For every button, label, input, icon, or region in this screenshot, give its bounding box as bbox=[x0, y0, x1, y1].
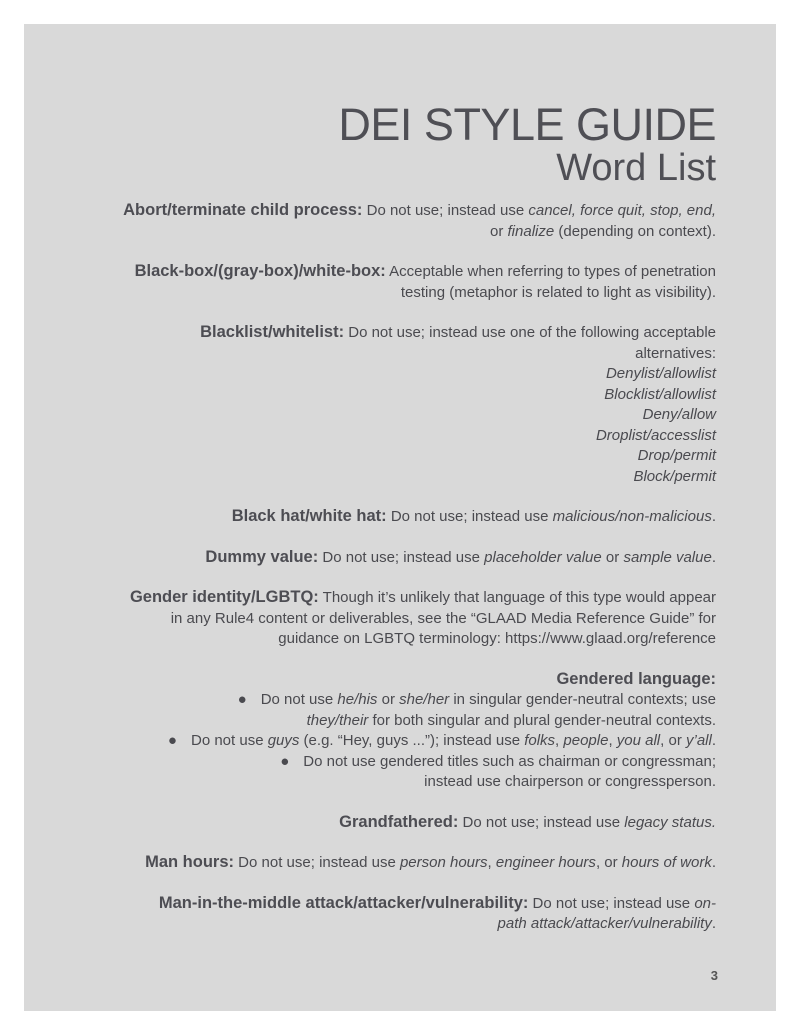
entry-text: or bbox=[490, 222, 508, 240]
entry-italic: they/their bbox=[306, 711, 369, 729]
bullet-icon: ● bbox=[167, 732, 177, 749]
entry-term: Dummy value: bbox=[205, 547, 319, 566]
bullet-continuation bbox=[76, 711, 716, 732]
entry-text: Do not use bbox=[260, 691, 338, 708]
page-subtitle: Word List bbox=[556, 147, 716, 189]
entry-text: Do not use; instead use bbox=[458, 813, 625, 831]
entry-text: or bbox=[377, 691, 400, 708]
entry-italic: person hours bbox=[399, 854, 488, 871]
bullet-icon: ● bbox=[280, 752, 290, 770]
entry-text: in any Rule4 content or deliverables, see the “GLAAD Media Reference Guide” for bbox=[170, 609, 716, 627]
entry-dummy-value bbox=[76, 547, 716, 569]
entry-text: Do not use; instead use one of the following acceptable bbox=[344, 324, 716, 341]
entry-black-box bbox=[76, 261, 716, 303]
entry-text: Do not use; instead use bbox=[362, 202, 529, 219]
entry-text: Do not use; instead use bbox=[528, 894, 695, 912]
entry-term: Man-in-the-middle attack/attacker/vulnerability: bbox=[158, 893, 529, 912]
bullet-item bbox=[76, 752, 716, 773]
entry-text: in singular gender-neutral contexts; use bbox=[449, 691, 716, 708]
entry-text: , or bbox=[660, 732, 686, 749]
entry-gender-identity bbox=[76, 587, 716, 650]
entry-text: guidance on LGBTQ terminology: https://www.glaad.org/reference bbox=[278, 630, 716, 647]
entry-term: Abort/terminate child process: bbox=[123, 201, 363, 219]
entry-italic: cancel, force quit, stop, end, bbox=[528, 202, 716, 219]
entry-italic: guys bbox=[267, 732, 300, 749]
entry-italic: he/his bbox=[337, 691, 378, 708]
entry-italic: malicious/non-malicious bbox=[552, 508, 712, 525]
entry-text: (depending on context). bbox=[554, 222, 716, 240]
entry-text: (e.g. “Hey, guys ...”); instead use bbox=[299, 732, 525, 749]
entry-text: Acceptable when referring to types of penetration bbox=[385, 263, 716, 280]
word-list bbox=[76, 200, 716, 954]
entry-abort bbox=[76, 200, 716, 242]
entry-italic: on- bbox=[694, 894, 716, 912]
bullet-icon: ● bbox=[237, 691, 247, 708]
entry-text: . bbox=[711, 548, 716, 566]
entry-italic: hours of work bbox=[621, 854, 712, 871]
title-block bbox=[338, 99, 716, 189]
entry-term: Grandfathered: bbox=[339, 812, 459, 831]
entry-text: Though it’s unlikely that language of this type would appear bbox=[318, 589, 716, 606]
alternative-item: Block/permit bbox=[633, 467, 716, 485]
entry-blacklist bbox=[76, 322, 716, 487]
entry-italic: she/her bbox=[399, 691, 450, 708]
entry-text: , or bbox=[595, 854, 622, 871]
entry-text: . bbox=[711, 854, 716, 871]
entry-italic: people bbox=[563, 732, 609, 749]
entry-term: Gender identity/LGBTQ: bbox=[129, 588, 319, 606]
entry-term: Black-box/(gray-box)/white-box: bbox=[134, 262, 386, 280]
entry-text: Do not use bbox=[190, 732, 268, 749]
entry-term: Black hat/white hat: bbox=[231, 507, 387, 525]
entry-italic: placeholder value bbox=[484, 548, 602, 566]
entry-text: or bbox=[601, 548, 624, 566]
alternative-item: Drop/permit bbox=[637, 447, 716, 464]
entry-italic: y’all bbox=[685, 732, 712, 749]
entry-text: Do not use; instead use bbox=[386, 508, 553, 525]
alternative-item: Deny/allow bbox=[642, 406, 716, 423]
entry-italic: engineer hours bbox=[495, 854, 596, 871]
entry-italic: sample value bbox=[623, 548, 712, 566]
entry-text: . bbox=[711, 915, 716, 932]
entry-italic: folks bbox=[524, 732, 556, 749]
entry-italic: path attack/attacker/vulnerability bbox=[497, 915, 712, 932]
page-title: DEI STYLE GUIDE bbox=[338, 99, 716, 150]
entry-italic: you all bbox=[616, 732, 661, 749]
entry-text: testing (metaphor is related to light as visibility). bbox=[400, 283, 716, 301]
alternative-item: Droplist/accesslist bbox=[595, 426, 716, 444]
entry-text: , bbox=[555, 732, 564, 749]
entry-text: Do not use; instead use bbox=[234, 854, 400, 871]
entry-grandfathered bbox=[76, 812, 716, 834]
entry-italic: legacy status. bbox=[624, 813, 716, 831]
entry-text: , bbox=[608, 732, 617, 749]
bullet-item bbox=[76, 731, 716, 752]
entry-term: Man hours: bbox=[145, 853, 235, 871]
entry-man-hours bbox=[76, 852, 716, 874]
entry-text: . bbox=[711, 732, 716, 749]
entry-black-hat bbox=[76, 506, 716, 528]
alternative-item: Denylist/allowlist bbox=[605, 365, 716, 382]
bullet-item bbox=[76, 690, 716, 711]
entry-text: for both singular and plural gender-neutral contexts. bbox=[368, 711, 716, 729]
page-number: 3 bbox=[710, 968, 718, 983]
alternative-item: Blocklist/allowlist bbox=[604, 385, 716, 403]
bullet-continuation: instead use chairperson or congressperson. bbox=[424, 773, 716, 790]
entry-term: Blacklist/whitelist: bbox=[200, 323, 345, 341]
entry-text: . bbox=[711, 508, 716, 525]
entry-gendered-language bbox=[76, 669, 716, 793]
entry-term: Gendered language: bbox=[556, 669, 716, 688]
entry-text: , bbox=[487, 854, 496, 871]
entry-text: alternatives: bbox=[635, 344, 716, 362]
entry-text: Do not use gendered titles such as chairman or congressman; bbox=[303, 752, 716, 770]
document-page bbox=[24, 24, 776, 1011]
entry-text: Do not use; instead use bbox=[318, 548, 485, 566]
entry-italic: finalize bbox=[507, 222, 555, 240]
entry-man-in-the-middle bbox=[76, 893, 716, 935]
